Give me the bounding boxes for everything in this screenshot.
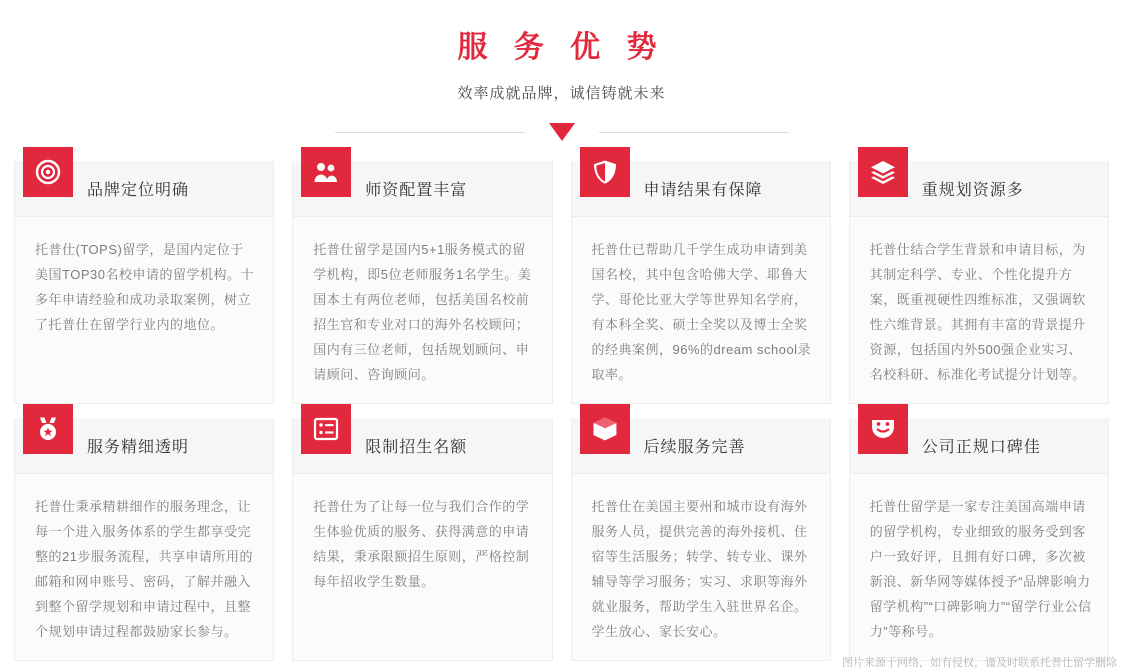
card-header bbox=[850, 418, 1108, 474]
page-subtitle: 效率成就品牌，诚信铸就未来 bbox=[457, 85, 666, 102]
card-title: 后续服务完善 bbox=[643, 439, 746, 456]
page-title: 服 务 优 势 bbox=[457, 31, 666, 64]
card-text: 托普仕结合学生背景和申请目标，为其制定科学、专业、个性化提升方案，既重视硬性四维标准，又强调软性六维背景。其拥有丰富的背景提升资源，包括国内外500强企业实习、名校科研、标准化考试提分计划等。 bbox=[869, 242, 1086, 382]
card-text: 托普仕留学是国内5+1服务模式的留学机构，即5位老师服务1名学生。美国本土有两位老师，包括美国名校前招生官和专业对口的海外名校顾问；国内有三位老师，包括规划顾问、申请顾问、咨询顾问。 bbox=[313, 242, 532, 382]
card-header bbox=[293, 161, 551, 217]
page-header bbox=[0, 0, 1123, 143]
card-title: 服务精细透明 bbox=[87, 439, 190, 456]
divider-line-left bbox=[335, 132, 525, 133]
advantage-card bbox=[292, 418, 552, 661]
card-title: 限制招生名额 bbox=[365, 439, 468, 456]
advantage-card bbox=[571, 161, 831, 404]
card-text: 托普仕(TOPS)留学，是国内定位于美国TOP30名校申请的留学机构。十多年申请经验和成功录取案例，树立了托普仕在留学行业内的地位。 bbox=[35, 242, 254, 332]
advantage-card bbox=[292, 161, 552, 404]
card-text: 托普仕为了让每一位与我们合作的学生体验优质的服务、获得满意的申请结果，秉承限额招生原则，严格控制每年招收学生数量。 bbox=[313, 499, 530, 589]
layers-icon bbox=[858, 147, 908, 197]
teachers-icon bbox=[301, 147, 351, 197]
advantage-card bbox=[849, 418, 1109, 661]
advantage-card bbox=[14, 161, 274, 404]
divider-line-right bbox=[599, 132, 789, 133]
card-title: 公司正规口碑佳 bbox=[921, 439, 1041, 456]
shield-icon bbox=[580, 147, 630, 197]
card-title: 申请结果有保障 bbox=[643, 182, 763, 199]
advantage-card bbox=[849, 161, 1109, 404]
card-title: 师资配置丰富 bbox=[365, 182, 468, 199]
list-icon bbox=[301, 404, 351, 454]
card-header bbox=[572, 418, 830, 474]
divider bbox=[0, 121, 1123, 143]
card-text: 托普仕已帮助几千学生成功申请到美国名校，其中包含哈佛大学、耶鲁大学、哥伦比亚大学等世界知名学府，有本科全奖、硕士全奖以及博士全奖的经典案例，96%的dream school录取率。 bbox=[591, 242, 812, 382]
box-icon bbox=[580, 404, 630, 454]
card-header bbox=[572, 161, 830, 217]
advantage-card-grid bbox=[14, 161, 1109, 661]
card-header bbox=[293, 418, 551, 474]
advantage-card bbox=[14, 418, 274, 661]
card-header bbox=[15, 161, 273, 217]
card-header bbox=[15, 418, 273, 474]
advantage-card bbox=[571, 418, 831, 661]
target-icon bbox=[23, 147, 73, 197]
chevron-down-icon bbox=[549, 123, 575, 141]
card-text: 托普仕在美国主要州和城市设有海外服务人员，提供完善的海外接机、住宿等生活服务；转学、转专业、课外辅导等学习服务；实习、求职等海外就业服务，帮助学生入驻世界名企。学生放心、家长安心。 bbox=[591, 499, 808, 639]
smile-icon bbox=[858, 404, 908, 454]
card-title: 重规划资源多 bbox=[921, 182, 1024, 199]
card-header bbox=[850, 161, 1108, 217]
image-source-note: 图片来源于网络，如有侵权，谨及时联系托普仕留学删除 bbox=[842, 657, 1117, 669]
card-text: 托普仕秉承精耕细作的服务理念，让每一个进入服务体系的学生都享受完整的21步服务流程，共享申请所用的邮箱和网申账号、密码，了解并融入到整个留学规划和申请过程中，且整个规划申请过程都鼓励家长参与。 bbox=[35, 499, 253, 639]
card-title: 品牌定位明确 bbox=[87, 182, 190, 199]
medal-icon bbox=[23, 404, 73, 454]
card-text: 托普仕留学是一家专注美国高端申请的留学机构，专业细致的服务受到客户一致好评，且拥有好口碑，多次被新浪、新华网等媒体授予“品牌影响力留学机构”“口碑影响力”“留学行业公信力”等称号。 bbox=[869, 499, 1092, 639]
